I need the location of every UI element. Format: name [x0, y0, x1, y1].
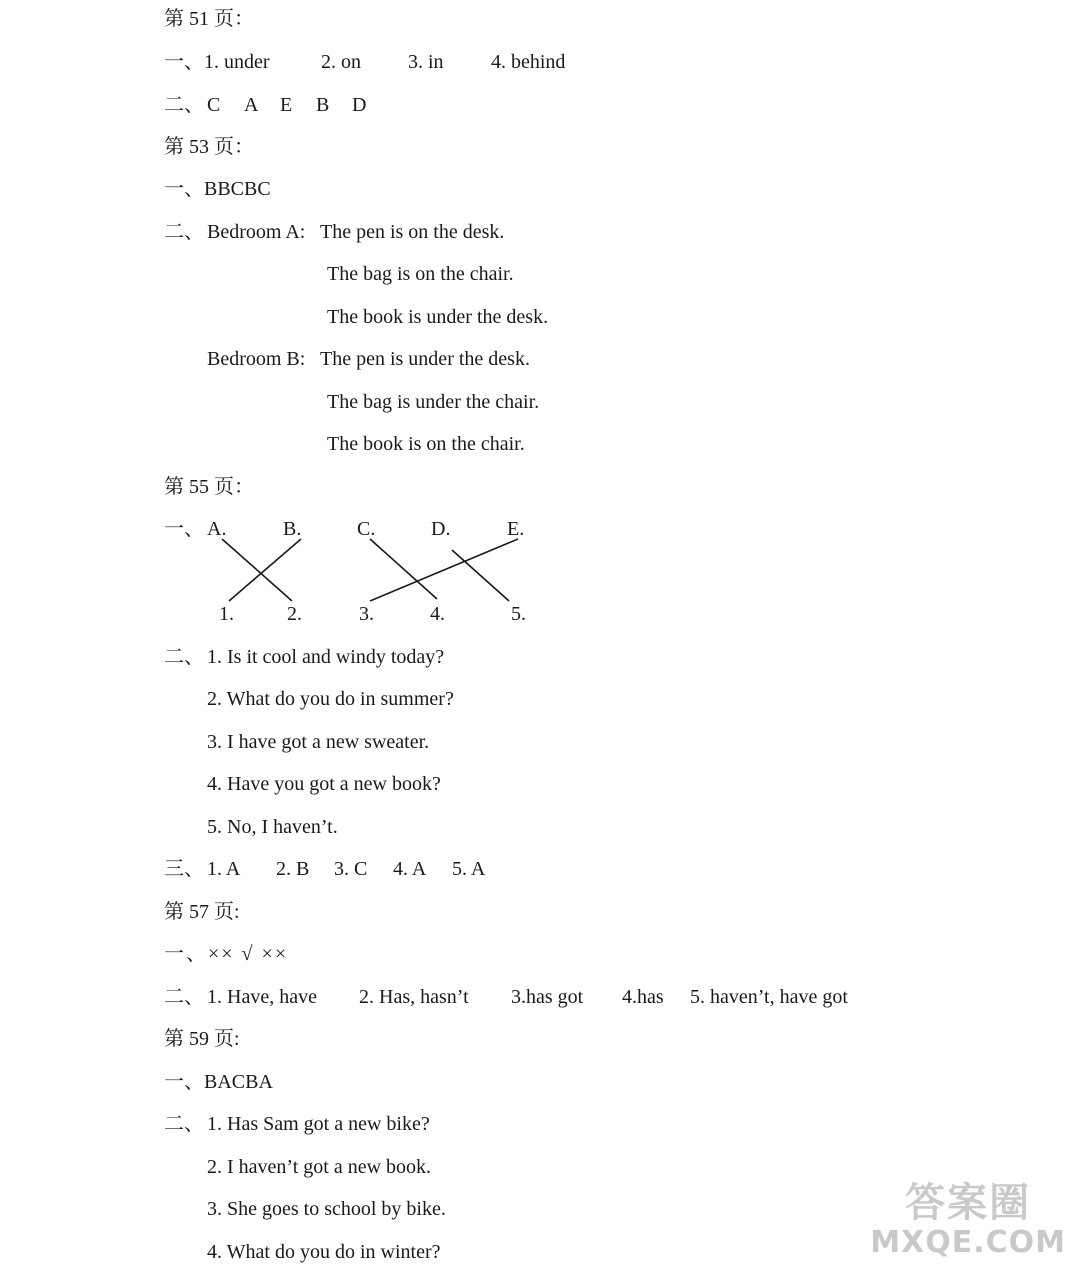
answer-item: 2. B: [276, 858, 310, 880]
sentence: The pen is under the desk.: [320, 348, 530, 370]
match-letter: D.: [431, 518, 451, 540]
sentence: The book is on the chair.: [327, 433, 525, 455]
sentence: 4. What do you do in winter?: [207, 1241, 441, 1263]
watermark-url: MXQE.COM: [870, 1225, 1066, 1260]
match-line: [229, 539, 301, 601]
p57-answer-1: 一、×× √ ××: [164, 943, 289, 965]
answer-item: D: [352, 94, 367, 116]
match-number: 4.: [430, 603, 445, 625]
answer-item: 2. Has, hasn’t: [359, 986, 469, 1008]
p53-answer-1: 一、BBCBC: [164, 178, 271, 200]
sentence: 1. Has Sam got a new bike?: [207, 1113, 430, 1135]
answer-item: 1. Have, have: [207, 986, 317, 1008]
sentence: The bag is on the chair.: [327, 263, 514, 285]
sentence: The book is under the desk.: [327, 306, 549, 328]
answer-item: 3.has got: [511, 986, 584, 1008]
match-line: [222, 539, 292, 601]
match-letter: B.: [283, 518, 302, 540]
sentence: 2. I haven’t got a new book.: [207, 1156, 432, 1178]
section-number: 二、: [164, 94, 204, 116]
sentence: 2. What do you do in summer?: [207, 688, 454, 710]
sentence: 5. No, I haven’t.: [207, 816, 338, 838]
answer-item: 4. behind: [491, 51, 566, 73]
match-number: 5.: [511, 603, 526, 625]
match-letter: E.: [507, 518, 525, 540]
match-letter: C.: [357, 518, 376, 540]
answer-item: E: [280, 94, 293, 116]
section-number: 二、: [164, 986, 204, 1008]
watermark: [870, 1180, 1066, 1260]
answer-item: 3. C: [334, 858, 368, 880]
sentence: The bag is under the chair.: [327, 391, 540, 413]
watermark-logo-text: 答案圈: [905, 1180, 1032, 1226]
section-number: 一、: [164, 518, 204, 540]
section-number: 三、: [164, 858, 204, 880]
match-line: [370, 539, 518, 601]
section-number: 二、: [164, 221, 204, 243]
page-55-heading: 第 55 页：: [164, 476, 254, 498]
answer-item: 1. under: [204, 51, 270, 73]
answer-item: 4.has: [622, 986, 664, 1008]
sentence: 1. Is it cool and windy today?: [207, 646, 445, 668]
sentence: 3. She goes to school by bike.: [207, 1198, 446, 1220]
page-51-heading: 第 51 页：: [164, 8, 254, 30]
answer-item: A: [244, 94, 259, 116]
bedroom-a-label: Bedroom A:: [207, 221, 306, 243]
match-line: [452, 550, 509, 601]
bedroom-b-label: Bedroom B:: [207, 348, 306, 370]
page-57-heading: 第 57 页:: [164, 901, 240, 923]
page-59-heading: 第 59 页:: [164, 1028, 240, 1050]
answer-item: 1. A: [207, 858, 241, 880]
answer-item: 4. A: [393, 858, 427, 880]
answer-item: C: [207, 94, 221, 116]
match-number: 2.: [287, 603, 302, 625]
answer-item: 2. on: [321, 51, 361, 73]
sentence: 4. Have you got a new book?: [207, 773, 441, 795]
section-number: 二、: [164, 646, 204, 668]
match-letter: A.: [207, 518, 227, 540]
section-number: 一、: [164, 51, 204, 73]
sentence: The pen is on the desk.: [320, 221, 505, 243]
answer-item: 5. haven’t, have got: [690, 986, 848, 1008]
p59-answer-1: 一、BACBA: [164, 1071, 273, 1093]
section-number: 二、: [164, 1113, 204, 1135]
answer-item: 5. A: [452, 858, 486, 880]
answer-item: B: [316, 94, 330, 116]
page-53-heading: 第 53 页：: [164, 136, 254, 158]
answer-item: 3. in: [408, 51, 444, 73]
match-number: 3.: [359, 603, 374, 625]
match-line: [370, 539, 437, 599]
sentence: 3. I have got a new sweater.: [207, 731, 430, 753]
match-number: 1.: [219, 603, 234, 625]
